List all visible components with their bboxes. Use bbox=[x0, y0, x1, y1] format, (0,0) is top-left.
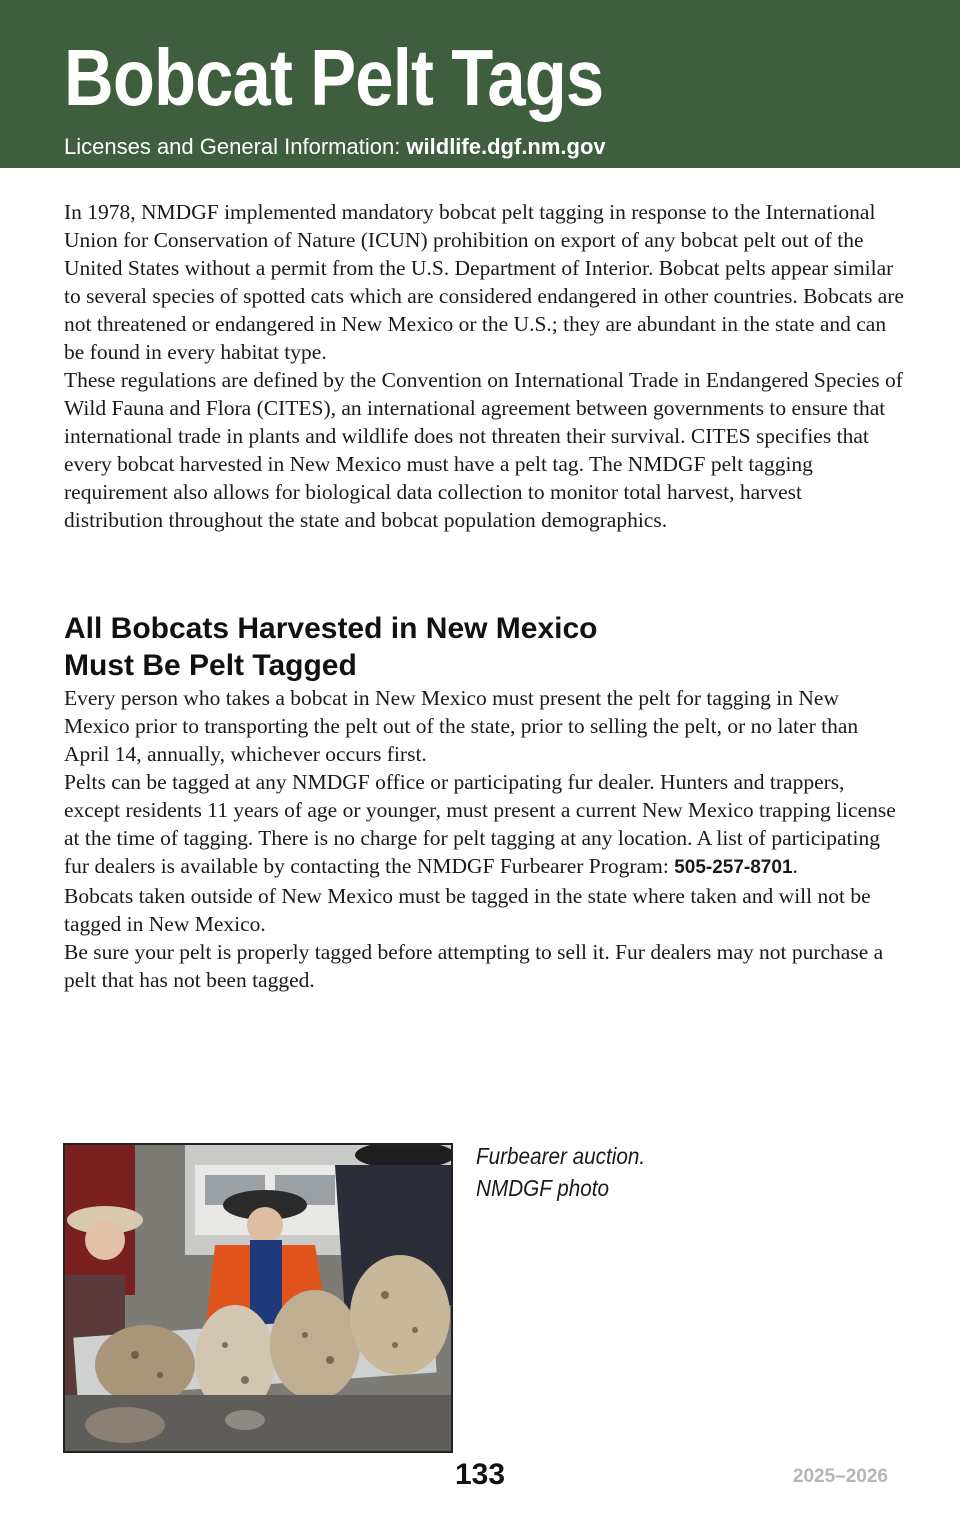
section-paragraph-3: Bobcats taken outside of New Mexico must be tagged in the state where taken and will not be tagged in New Mexico. bbox=[64, 884, 871, 936]
photo-credit: NMDGF photo bbox=[476, 1175, 610, 1201]
section-paragraph-2-text: Pelts can be tagged at any NMDGF office or participating fur dealer. Hunters and trappers, except residents 11 years of age or younger, must present a current New Mexico trapping license at the time of tagging. There is no charge for pelt tagging at any location. A list of participating fur dealers is available by contacting the NMDGF Furbearer Program: bbox=[64, 770, 896, 878]
intro-paragraph-1: In 1978, NMDGF implemented mandatory bobcat pelt tagging in response to the International Union for Conservation of Nature (ICUN) prohibition on export of any bobcat pelt out of the United States without a permit from the U.S. Department of Interior. Bobcat pelts appear similar to several species of spotted cats which are considered endangered in other countries. Bobcats are not threatened or endangered in New Mexico or the U.S.; they are abundant in the state and can be found in every habitat type. bbox=[64, 200, 904, 364]
section-heading-line-1: All Bobcats Harvested in New Mexico bbox=[64, 612, 598, 645]
photo-caption-line-1: Furbearer auction. bbox=[476, 1143, 646, 1169]
furbearer-auction-photo bbox=[63, 1143, 453, 1453]
website-link[interactable]: wildlife.dgf.nm.gov bbox=[406, 134, 606, 159]
furbearer-phone-number: 505-257-8701 bbox=[674, 857, 793, 878]
section-paragraph-4: Be sure your pelt is properly tagged before attempting to sell it. Fur dealers may not purchase a pelt that has not been tagged. bbox=[64, 940, 884, 992]
intro-section bbox=[64, 198, 904, 534]
section-paragraph-2 bbox=[64, 768, 904, 882]
photo-illustration bbox=[65, 1145, 451, 1451]
subtitle bbox=[64, 134, 606, 160]
section-paragraph-1: Every person who takes a bobcat in New Mexico must present the pelt for tagging in New Mexico prior to transporting the pelt out of the state, prior to selling the pelt, or no later than April 14, annually, whichever occurs first. bbox=[64, 686, 859, 766]
season-label: 2025–2026 bbox=[792, 1466, 888, 1487]
section-paragraph-2-end: . bbox=[792, 854, 798, 878]
intro-paragraph-2: These regulations are defined by the Convention on International Trade in Endangered Species of Wild Fauna and Flora (CITES), an international agreement between governments to ensure that international trade in plants and wildlife does not threaten their survival. CITES specifies that every bobcat harvested in New Mexico must have a pelt tag. The NMDGF pelt tagging requirement also allows for biological data collection to monitor total harvest, harvest distribution throughout the state and bobcat population demographics. bbox=[64, 368, 903, 532]
subtitle-prefix: Licenses and General Information: bbox=[64, 134, 407, 159]
photo-caption bbox=[476, 1140, 746, 1204]
header-banner bbox=[0, 0, 960, 168]
page-title: Bobcat Pelt Tags bbox=[64, 33, 604, 122]
section-heading-line-2: Must Be Pelt Tagged bbox=[64, 649, 357, 682]
section-heading bbox=[64, 610, 904, 684]
tagging-section bbox=[64, 610, 904, 994]
page-number: 133 bbox=[454, 1458, 506, 1491]
